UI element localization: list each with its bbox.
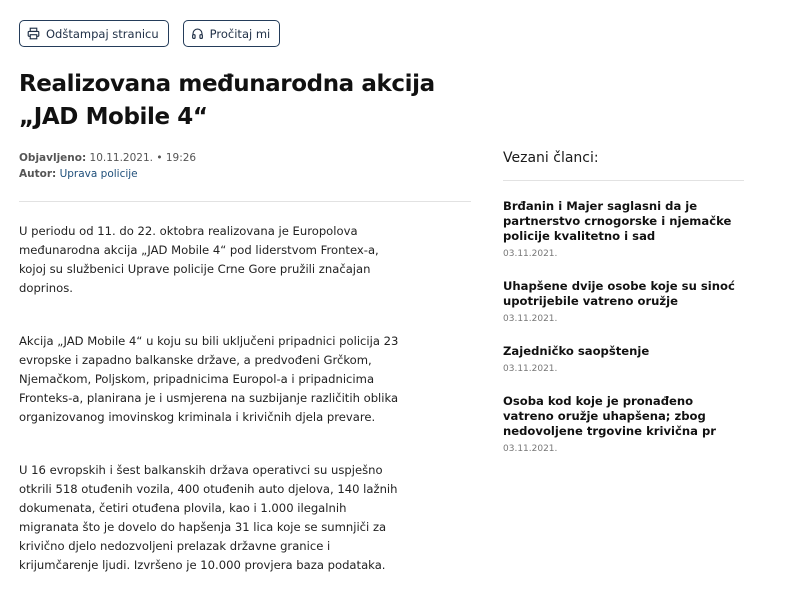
- article-paragraph: U periodu od 11. do 22. oktobra realizovana je Europolova međunarodna akcija „JAD Mobile 4“ pod liderstvom Frontex-a, kojoj su službenici Uprave policije Crne Gore pružili značajan doprinos.: [19, 224, 379, 295]
- read-aloud-label: Pročitaj mi: [209, 26, 271, 41]
- related-article-title[interactable]: Uhapšene dvije osobe koje su sinoć upotrijebile vatreno oružje: [503, 279, 735, 308]
- printer-icon: [27, 27, 40, 40]
- author-row: [19, 166, 196, 182]
- sidebar-divider: [503, 180, 744, 181]
- author-label: Autor:: [19, 168, 57, 180]
- article-paragraph: U 16 evropskih i šest balkanskih država operativci su uspješno otkrili 518 otuđenih vozila, 400 otuđenih auto djelova, 140 lažnih dokumenata, četiri otuđena plovila, kao i 1.000 ilegalnih migranata što je dovelo do hapšenja 31 lica koje se sumnjiči za krivično djelo nedozvoljeni prelazak državne granice i krijumčarenje ljudi. Izvršeno je 10.000 provjera baza podataka.: [19, 463, 398, 572]
- article-body: [19, 222, 409, 609]
- related-articles-sidebar: [503, 150, 744, 474]
- article-toolbar: [19, 20, 280, 47]
- published-value: 10.11.2021. • 19:26: [89, 152, 197, 164]
- related-article-item[interactable]: [503, 344, 744, 374]
- article-title: [19, 68, 479, 134]
- article-title-line1: Realizovana međunarodna akcija: [19, 71, 435, 97]
- published-label: Objavljeno:: [19, 152, 87, 164]
- article-paragraph: Akcija „JAD Mobile 4“ u koju su bili uključeni pripadnici policija 23 evropske i zapadno balkanske države, a predvođeni Grčkom, Njemačkom, Poljskom, pripadnicima Europol-a i pripadnicima Fronteks-a, planirana je i usmjerena na suzbijanje različitih oblika organizovanog imovinskog kriminala i krivičnih djela prevare.: [19, 334, 399, 424]
- related-article-date: 03.11.2021.: [503, 364, 558, 374]
- related-article-date: 03.11.2021.: [503, 249, 558, 259]
- related-articles-list: [503, 199, 744, 454]
- related-article-item[interactable]: [503, 199, 744, 259]
- related-article-title[interactable]: Brđanin i Majer saglasni da je partnerstvo crnogorske i njemačke policije kvalitetno i sad: [503, 199, 732, 243]
- author-link[interactable]: Uprava policije: [59, 168, 138, 180]
- related-article-title[interactable]: Osoba kod koje je pronađeno vatreno oružje uhapšena; zbog nedovoljene trgovine krivična pr: [503, 394, 717, 438]
- related-article-title[interactable]: Zajedničko saopštenje: [503, 344, 650, 358]
- print-page-button[interactable]: [19, 20, 169, 47]
- article-meta: [19, 150, 196, 182]
- related-article-date: 03.11.2021.: [503, 444, 558, 454]
- published-row: [19, 150, 196, 166]
- related-article-item[interactable]: [503, 394, 744, 454]
- read-aloud-button[interactable]: [183, 20, 281, 47]
- print-page-label: Odštampaj stranicu: [46, 26, 159, 41]
- related-article-item[interactable]: [503, 279, 744, 324]
- related-article-date: 03.11.2021.: [503, 314, 558, 324]
- article-title-line2: „JAD Mobile 4“: [19, 104, 208, 130]
- related-articles-heading: Vezani članci:: [503, 150, 599, 166]
- meta-divider: [19, 201, 471, 202]
- headphones-icon: [191, 27, 204, 40]
